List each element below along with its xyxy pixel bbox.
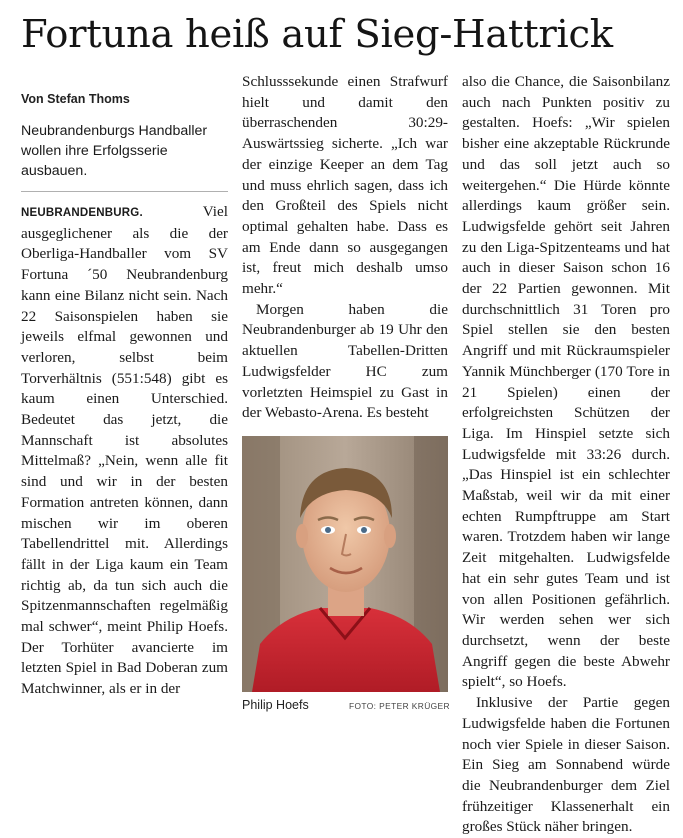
paragraph-1-continued: Schlusssekunde einen Strafwurf hielt und damit den überraschenden 30:29-Auswärtssieg sicherte. „Ich war der einzige Keeper an dem Tag und muss ehrlich sagen, dass ich den Großteil des Spiels nicht optimal gehalten habe. Dass es am Ende dann so ausgegangen ist, freut mich deshalb umso mehr.“ [242,73,448,298]
photo-credit: FOTO: PETER KRÜGER [348,701,450,711]
paragraph-3: Inklusive der Partie gegen Ludwigsfelde haben die Fortunen noch vier Spiele in dieser Saison. Ein Sieg am Sonnabend würde die Neubrandenburger dem Ziel frühzeitiger Klassenerhalt ein großes Stück näher bringen. [462,694,670,836]
subheadline: Neubrandenburgs Handballer wollen ihre Erfolgsserie ausbauen. [21,123,208,179]
caption-name: Philip Hoefs [242,698,309,712]
headline: Fortuna heiß auf Sieg-Hattrick [21,12,613,57]
paragraph-2-continued: also die Chance, die Saisonbilanz auch nach Punkten positiv zu gestalten. Hoefs: „Wir spielen bisher eine akzeptable Rückrunde und das soll jetzt auch so weitergehen.“ Die Hürde könnte allerdings kaum größer sein. Ludwigsfelde gehört seit Jahren zu den Liga-Spitzenteams und hat auch in dieser Saison schon 16 der 22 Partien gewonnen. Mit durchschnittlich 31 Toren pro Spiel stellen sie den besten Angriff und mit Rückraumspieler Yannik Münchberger (170 Tore in 21 Spielen) einen der erfolgreichsten Schützen der Liga. Im Hinspiel setzte sich Ludwigsfelde mit 33:26 durch. „Das Hinspiel ist ein schlechter Maßstab, weil wir da mit einer echten Rumpftruppe am Start waren. Trotzdem haben wir lange Zeit mitgehalten. Ludwigsfelde hat ein sehr gutes Team und ist von allen Positionen gefährlich. Wir werden sehen wer sich durchsetzt, wenn der beste Angriff gegen die beste Abwehr spielt“, so Hoefs. [462,73,670,691]
dateline: NEUBRANDENBURG. [21,207,143,219]
column-1 [21,91,228,700]
column-2 [242,72,448,424]
player-photo [242,436,448,692]
column-3 [462,72,670,838]
byline: Von Stefan Thoms [21,92,130,106]
lead-paragraph [21,202,228,700]
paragraph-1-text: Viel ausgeglichener als die der Oberliga-Handballer vom SV Fortuna ´50 Neubrandenburg kann eine Bilanz nicht sein. Nach 22 Saisonspielen haben sie jeweils elfmal gewonnen und verloren, selbst beim Torverhältnis (551:548) gibt es kaum einen Unterschied. Bedeutet das jetzt, die Mannschaft ist absolutes Mittelmaß? „Nein, wenn alle fit sind und wir in der besten Formation antreten können, dann mischen wir im oberen Tabellendrittel mit. Allerdings fällt in der Liga kaum ein Team richtig ab, da tun sich auch die Spitzenmannschaften regelmäßig mal schwer“, meint Philip Hoefs. Der Torhüter avancierte im letzten Spiel in Bad Doberan zum Matchwinner, als er in der [21,203,228,698]
photo-caption [242,698,450,714]
paragraph-2: Morgen haben die Neubrandenburger ab 19 Uhr den aktuellen Tabellen-Dritten Ludwigsfelder HC zum vorletzten Heimspiel zu Gast in der Webasto-Arena. Es besteht [242,300,448,422]
divider [21,191,228,192]
